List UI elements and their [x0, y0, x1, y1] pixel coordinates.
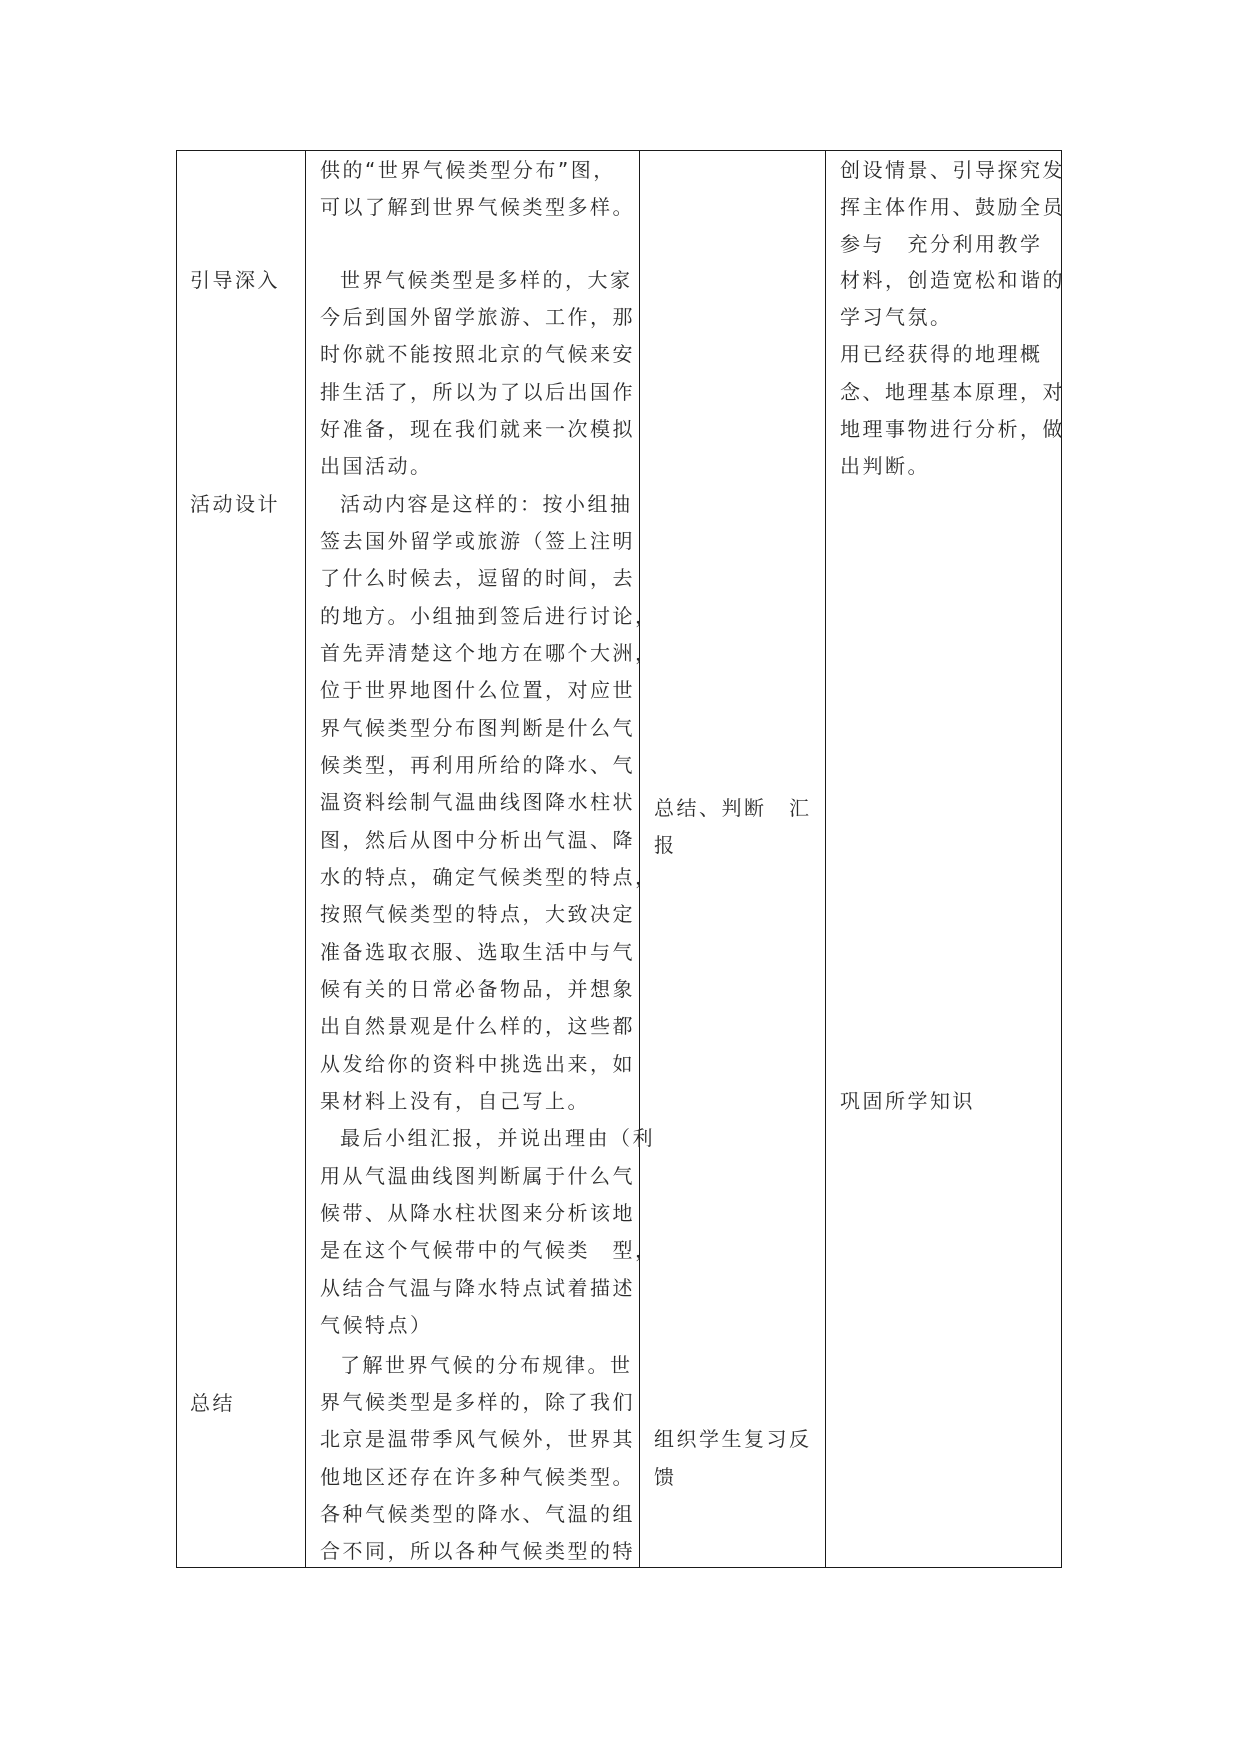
content-line: 签去国外留学或旅游（签上注明 [320, 529, 635, 553]
content-line: 合不同，所以各种气候类型的特 [320, 1539, 635, 1563]
content-line: 从发给你的资料中挑选出来，如 [320, 1052, 635, 1076]
content-line: 可以了解到世界气候类型多样。 [320, 195, 635, 219]
content-line: 出自然景观是什么样的，这些都 [320, 1014, 635, 1038]
student-activity-line: 组织学生复习反 [654, 1427, 812, 1451]
content-line: 水的特点，确定气候类型的特点， [320, 865, 658, 889]
intent-line: 出判断。 [840, 454, 930, 478]
content-line: 位于世界地图什么位置，对应世 [320, 678, 635, 702]
intent-line: 材料，创造宽松和谐的 [840, 268, 1065, 292]
content-line: 温资料绘制气温曲线图降水柱状 [320, 790, 635, 814]
intent-line: 创设情景、引导探究发 [840, 158, 1065, 182]
content-line: 世界气候类型是多样的，大家 [340, 268, 633, 292]
content-line: 排生活了，所以为了以后出国作 [320, 380, 635, 404]
content-line: 按照气候类型的特点，大致决定 [320, 902, 635, 926]
stage-label: 引导深入 [190, 268, 280, 292]
content-line: 图，然后从图中分析出气温、降 [320, 828, 635, 852]
content-line: 活动内容是这样的：按小组抽 [340, 492, 633, 516]
intent-line: 念、地理基本原理，对 [840, 380, 1065, 404]
student-activity-line: 总结、判断 汇 [654, 796, 812, 820]
student-activity-line: 馈 [654, 1465, 677, 1489]
intent-line: 学习气氛。 [840, 305, 953, 329]
column-divider [305, 150, 306, 1568]
content-line: 首先弄清楚这个地方在哪个大洲， [320, 641, 658, 665]
student-activity-line: 报 [654, 833, 677, 857]
content-line: 候类型，再利用所给的降水、气 [320, 753, 635, 777]
column-divider [825, 150, 826, 1568]
stage-label: 活动设计 [190, 492, 280, 516]
content-line: 从结合气温与降水特点试着描述 [320, 1276, 635, 1300]
content-line: 北京是温带季风气候外，世界其 [320, 1427, 635, 1451]
content-line: 是在这个气候带中的气候类 型， [320, 1238, 658, 1262]
intent-line: 巩固所学知识 [840, 1089, 975, 1113]
content-line: 供的“世界气候类型分布”图， [320, 158, 616, 182]
intent-line: 参与 充分利用教学 [840, 232, 1043, 256]
content-line: 出国活动。 [320, 454, 433, 478]
content-line: 各种气候类型的降水、气温的组 [320, 1502, 635, 1526]
content-line: 界气候类型分布图判断是什么气 [320, 716, 635, 740]
content-line: 好准备，现在我们就来一次模拟 [320, 417, 635, 441]
content-line: 候带、从降水柱状图来分析该地 [320, 1201, 635, 1225]
content-line: 界气候类型是多样的，除了我们 [320, 1390, 635, 1414]
content-line: 今后到国外留学旅游、工作，那 [320, 305, 635, 329]
content-line: 的地方。小组抽到签后进行讨论， [320, 604, 658, 628]
content-line: 他地区还存在许多种气候类型。 [320, 1465, 635, 1489]
content-line: 用从气温曲线图判断属于什么气 [320, 1164, 635, 1188]
content-line: 了解世界气候的分布规律。世 [340, 1353, 633, 1377]
content-line: 果材料上没有，自己写上。 [320, 1089, 590, 1113]
content-line: 了什么时候去，逗留的时间，去 [320, 566, 635, 590]
stage-label: 总结 [190, 1391, 235, 1415]
content-line: 时你就不能按照北京的气候来安 [320, 342, 635, 366]
content-line: 最后小组汇报，并说出理由（利 [340, 1126, 655, 1150]
intent-line: 地理事物进行分析，做 [840, 417, 1065, 441]
content-line: 候有关的日常必备物品，并想象 [320, 977, 635, 1001]
intent-line: 挥主体作用、鼓励全员 [840, 195, 1065, 219]
content-line: 准备选取衣服、选取生活中与气 [320, 940, 635, 964]
intent-line: 用已经获得的地理概 [840, 342, 1043, 366]
content-line: 气候特点） [320, 1313, 433, 1337]
